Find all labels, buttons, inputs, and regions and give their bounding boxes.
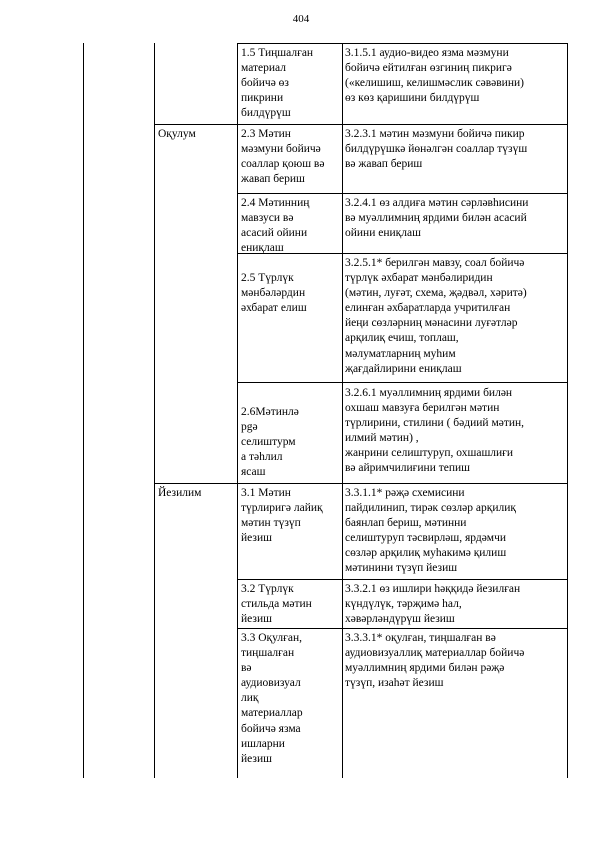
goal-line: бойичә өз <box>241 77 289 90</box>
goal-line: бойичә язма <box>241 722 301 735</box>
result-line: мәтинини түзүп йезиш <box>345 562 458 575</box>
goal-line: 2.5 Түрлүк <box>241 272 294 284</box>
goal-line: мәтин түзүп <box>241 517 301 530</box>
result-line: сөзләр арқилиқ муһакимә қилиш <box>345 547 507 560</box>
goal-line: йезиш <box>241 532 272 545</box>
result-cell <box>345 631 565 691</box>
result-line: аудиовизуаллиқ материаллар бойичә <box>345 647 525 660</box>
goal-line: пикрини <box>241 92 284 105</box>
result-line: жанрини селиштуруп, охшашлиғи <box>345 447 514 460</box>
result-cell <box>345 582 565 627</box>
curriculum-table <box>83 43 568 778</box>
result-cell <box>345 196 565 241</box>
goal-cell <box>241 486 339 546</box>
result-line: йеңи сөзләрниң мәнасини луғәтләр <box>345 317 518 330</box>
result-line: 3.2.3.1 мәтин мәзмуни бойичә пикир <box>345 128 525 140</box>
goal-line: 2.3 Мәтин <box>241 128 291 140</box>
result-line: ойини ениқлаш <box>345 227 421 240</box>
result-line: 3.3.3.1* оқулған, тиңшалған вә <box>345 632 496 644</box>
table-row-divider <box>237 628 568 629</box>
goal-line: мәзмуни бойичә <box>241 143 321 156</box>
goal-line: асасий ойини <box>241 227 308 240</box>
goal-line: материаллар <box>241 707 303 720</box>
goal-line: мавзуси вә <box>241 212 294 225</box>
result-line: муәллимниң ярдими билән рәҗә <box>345 662 505 675</box>
goal-line: 2.4 Мәтинниң <box>241 197 310 209</box>
result-line: вә муәллимниң ярдими билән асасий <box>345 212 527 225</box>
goal-line: стильда мәтин <box>241 598 312 611</box>
result-line: вә жавап бериш <box>345 158 423 171</box>
result-line: 3.1.5.1 аудио-видео язма мәзмуни <box>345 47 509 59</box>
goal-line: материал <box>241 62 286 75</box>
result-line: 3.3.1.1* рәҗә схемисини <box>345 487 465 499</box>
goal-cell <box>241 196 339 256</box>
result-line: түзүп, изаһәт йезиш <box>345 677 444 690</box>
result-line: илмий мәтин) , <box>345 432 419 445</box>
result-line: охшаш мавзуға берилгән мәтин <box>345 402 500 415</box>
goal-line: 3.2 Түрлүк <box>241 583 294 595</box>
result-cell <box>345 46 565 106</box>
goal-line: ясаш <box>241 466 266 479</box>
result-line: 3.3.2.1 өз ишлири һәққидә йезилған <box>345 583 521 595</box>
goal-line: 2.6Мәтинлә <box>241 406 299 418</box>
section-yezilim: Йезилим <box>158 487 202 499</box>
table-row-divider <box>154 483 568 484</box>
result-line: селиштуруп тәсвирләш, ярдәмчи <box>345 532 507 545</box>
goal-cell <box>241 405 339 480</box>
goal-line: йезиш <box>241 752 272 765</box>
result-line: баянлап бериш, мәтинни <box>345 517 467 530</box>
goal-cell <box>241 631 339 767</box>
result-line: пайдилинип, тирәк сөзләр арқилиқ <box>345 502 516 515</box>
table-border-right <box>567 43 568 778</box>
goal-line: аудиовизуал <box>241 677 301 690</box>
result-cell <box>345 256 565 377</box>
result-line: елинған әхбаратларда учритилған <box>345 302 511 315</box>
result-line: арқилиқ ечиш, топлаш, <box>345 332 459 345</box>
table-column-divider <box>154 43 155 778</box>
goal-line: лиқ <box>241 692 259 705</box>
table-row-divider <box>154 124 568 125</box>
table-row-divider <box>237 579 568 580</box>
result-line: вә айримчилиғини тепиш <box>345 462 471 475</box>
result-line: җағдайлирини ениқлаш <box>345 362 462 375</box>
result-cell <box>345 386 565 477</box>
goal-line: билдүрүш <box>241 107 291 120</box>
page-number: 404 <box>292 13 310 25</box>
goal-line: селиштурм <box>241 436 296 449</box>
goal-line: рgә <box>241 421 258 434</box>
result-line: билдүрүшкә йөнәлгән соаллар түзүш <box>345 143 528 156</box>
result-line: хәвәрләндүрүш йезиш <box>345 613 455 626</box>
goal-cell <box>241 46 339 121</box>
goal-line: вә <box>241 662 252 675</box>
result-line: 3.2.6.1 муәллимниң ярдими билән <box>345 387 513 399</box>
goal-cell <box>241 582 339 627</box>
goal-line: соаллар қоюш вә <box>241 158 325 171</box>
result-line: күндүлүк, тәрҗимә һал, <box>345 598 462 611</box>
result-line: 3.2.5.1* берилгән мавзу, соал бойичә <box>345 257 525 269</box>
goal-line: ениқлаш <box>241 242 284 255</box>
table-row-divider <box>237 43 568 44</box>
goal-line: тиңшалған <box>241 647 295 660</box>
goal-cell <box>241 127 339 187</box>
table-border-left <box>83 43 84 778</box>
goal-line: түрлиригә лайиқ <box>241 502 323 515</box>
result-cell <box>345 486 565 577</box>
goal-line: 3.1 Мәтин <box>241 487 291 499</box>
table-column-divider <box>237 43 238 778</box>
table-row-divider <box>237 193 568 194</box>
table-column-divider <box>342 43 343 778</box>
result-line: түрлирини, стилини ( бәдиий мәтин, <box>345 417 525 430</box>
result-line: түрлүк әхбарат мәнбәлиридин <box>345 272 493 285</box>
goal-line: жавап бериш <box>241 173 305 186</box>
goal-line: 3.3 Оқулған, <box>241 632 302 644</box>
table-row-divider <box>237 382 568 383</box>
goal-line: а тәһлил <box>241 451 283 464</box>
result-line: 3.2.4.1 өз алдиға мәтин сәрләвһисини <box>345 197 529 209</box>
result-line: бойичә ейтилған өзгиниң пикригә <box>345 62 512 75</box>
goal-line: ишларни <box>241 737 285 750</box>
goal-line: 1.5 Тиңшалған <box>241 47 314 59</box>
goal-line: йезиш <box>241 613 272 626</box>
goal-line: әхбарат елиш <box>241 302 307 315</box>
result-line: («келишиш, келишмәслик сәвәвини) <box>345 77 524 90</box>
result-line: мәлуматларниң муһим <box>345 347 456 360</box>
result-line: (мәтин, луғәт, схема, җәдвәл, хәритә) <box>345 287 527 300</box>
goal-cell <box>241 271 339 316</box>
goal-line: мәнбәләрдин <box>241 287 306 300</box>
result-line: өз көз қаришини билдүрүш <box>345 92 480 105</box>
section-okulum: Оқулум <box>158 128 196 140</box>
result-cell <box>345 127 565 172</box>
